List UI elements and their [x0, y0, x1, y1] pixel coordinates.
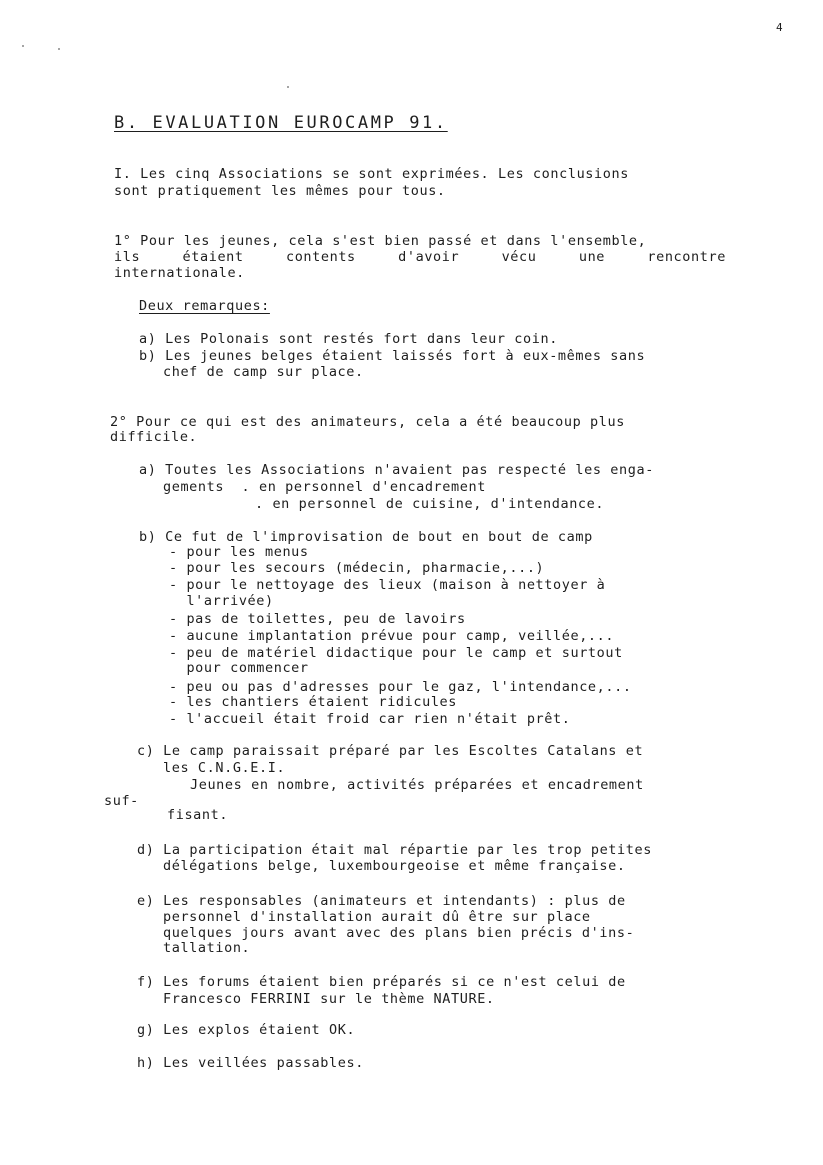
section-1-justified-line	[114, 249, 726, 265]
word: contents	[285, 249, 356, 265]
item-f-line-2: Francesco FERRINI sur le thème NATURE.	[163, 991, 495, 1007]
list-item: - pour les menus	[169, 544, 309, 560]
item-f-line-1: f) Les forums étaient bien préparés si ce n'est celui de	[137, 974, 626, 990]
list-item: - l'accueil était froid car rien n'était prêt.	[169, 711, 571, 727]
list-item: - aucune implantation prévue pour camp, veillée,...	[169, 628, 615, 644]
item-c-line-2: les C.N.G.E.I.	[163, 760, 286, 776]
section-2-line-1: 2° Pour ce qui est des animateurs, cela a été beaucoup plus	[110, 414, 625, 430]
page-title: B. EVALUATION EUROCAMP 91.	[114, 113, 448, 133]
list-item: - peu ou pas d'adresses pour le gaz, l'intendance,...	[169, 679, 632, 695]
page-number: 4	[776, 21, 784, 34]
item-a-line-2: gements . en personnel d'encadrement	[163, 479, 486, 495]
item-c-line-1: c) Le camp paraissait préparé par les Escoltes Catalans et	[137, 743, 644, 759]
item-a-line-3: . en personnel de cuisine, d'intendance.	[255, 496, 605, 512]
word: ils	[114, 249, 141, 265]
word: étaient	[182, 249, 244, 265]
item-d-line-2: délégations belge, luxembourgeoise et même française.	[163, 858, 626, 874]
item-e-line-2: personnel d'installation aurait dû être sur place	[163, 909, 591, 925]
list-item: - pas de toilettes, peu de lavoirs	[169, 611, 466, 627]
item-e-line-4: tallation.	[163, 940, 251, 956]
item-e-line-1: e) Les responsables (animateurs et intendants) : plus de	[137, 893, 626, 909]
list-item: - pour le nettoyage des lieux (maison à nettoyer à	[169, 577, 606, 593]
intro-line-2: sont pratiquement les mêmes pour tous.	[114, 183, 446, 199]
word: une	[578, 249, 606, 265]
list-item: pour commencer	[169, 660, 309, 676]
section-1-line-1: 1° Pour les jeunes, cela s'est bien passé et dans l'ensemble,	[114, 233, 647, 249]
remark-b-line-1: b) Les jeunes belges étaient laissés fort à eux-mêmes sans	[139, 348, 646, 364]
item-b-line-1: b) Ce fut de l'improvisation de bout en bout de camp	[139, 529, 593, 545]
word: d'avoir	[398, 249, 460, 265]
word: rencontre	[647, 249, 726, 265]
remark-b-line-2: chef de camp sur place.	[163, 364, 364, 380]
item-g: g) Les explos étaient OK.	[137, 1022, 356, 1038]
intro-line-1: I. Les cinq Associations se sont exprimées. Les conclusions	[114, 166, 629, 182]
item-a-line-1: a) Toutes les Associations n'avaient pas respecté les enga-	[139, 462, 654, 478]
item-d-line-1: d) La participation était mal répartie par les trop petites	[137, 842, 652, 858]
word: vécu	[501, 249, 537, 265]
section-2-line-2: difficile.	[110, 429, 198, 445]
item-c-line-5: fisant.	[167, 807, 229, 823]
list-item: - pour les secours (médecin, pharmacie,...)	[169, 560, 545, 576]
section-1-line-3: internationale.	[114, 265, 245, 281]
list-item: - les chantiers étaient ridicules	[169, 694, 458, 710]
item-c-line-3: Jeunes en nombre, activités préparées et encadrement	[190, 777, 644, 793]
item-e-line-3: quelques jours avant avec des plans bien précis d'ins-	[163, 925, 635, 941]
scan-speck	[22, 45, 24, 47]
remarks-heading: Deux remarques:	[139, 298, 270, 314]
remark-a: a) Les Polonais sont restés fort dans leur coin.	[139, 331, 558, 347]
list-item: l'arrivée)	[169, 593, 274, 609]
list-item: - peu de matériel didactique pour le camp et surtout	[169, 645, 623, 661]
scan-speck	[287, 86, 289, 88]
item-h: h) Les veillées passables.	[137, 1055, 364, 1071]
scan-speck	[58, 48, 60, 50]
item-c-line-4: suf-	[104, 793, 139, 809]
